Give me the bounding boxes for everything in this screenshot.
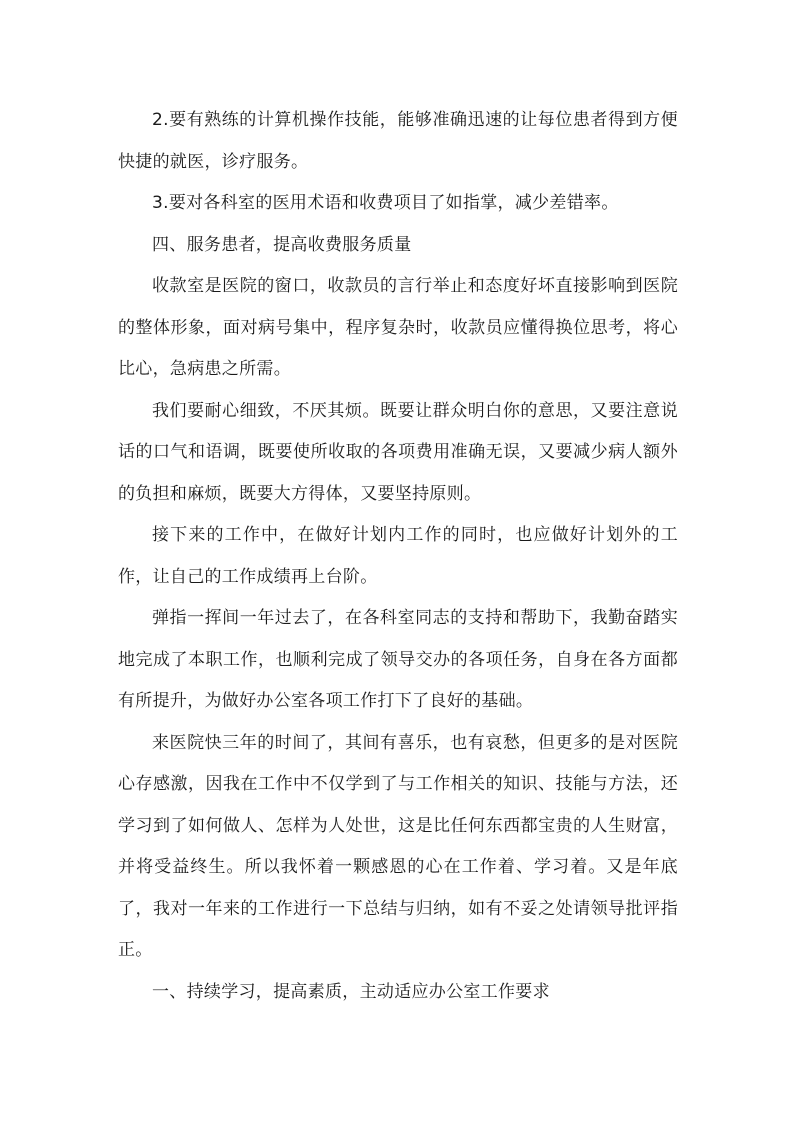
section-heading-service: 四、服务患者，提高收费服务质量 [152, 234, 412, 255]
paragraph-computer-skills: 2.要有熟练的计算机操作技能，能够准确迅速的让每位患者得到方便快捷的就医，诊疗服务。 [118, 110, 678, 172]
document-body [118, 100, 678, 1013]
paragraph-gratitude: 来医院快三年的时间了，其间有喜乐，也有哀愁，但更多的是对医院心存感激，因我在工作中不仅学到了与工作相关的知识、技能与方法，还学习到了如何做人、怎样为人处世，这是比任何东西都宝贵的人生财富，并将受益终生。所以我怀着一颗感恩的心在工作着、学习着。又是年底了，我对一年来的工作进行一下总结与归纳，如有不妥之处请领导批评指正。 [118, 732, 678, 960]
section-heading-learning: 一、持续学习，提高素质，主动适应办公室工作要求 [152, 981, 550, 1002]
paragraph-cashier-window: 收款室是医院的窗口，收款员的言行举止和态度好坏直接影响到医院的整体形象，面对病号集中，程序复杂时，收款员应懂得换位思考，将心比心，急病患之所需。 [118, 276, 678, 379]
paragraph-patience: 我们要耐心细致，不厌其烦。既要让群众明白你的意思，又要注意说话的口气和语调，既要使所收取的各项费用准确无误，又要减少病人额外的负担和麻烦，既要大方得体，又要坚持原则。 [118, 400, 678, 504]
paragraph-terminology: 3.要对各科室的医用术语和收费项目了如指掌，减少差错率。 [152, 193, 619, 213]
paragraph-next-work: 接下来的工作中，在做好计划内工作的同时，也应做好计划外的工作，让自己的工作成绩再上台阶。 [118, 525, 678, 587]
paragraph-year-review: 弹指一挥间一年过去了，在各科室同志的支持和帮助下，我勤奋踏实地完成了本职工作，也顺利完成了领导交办的各项任务，自身在各方面都有所提升，为做好办公室各项工作打下了良好的基础。 [118, 608, 678, 711]
